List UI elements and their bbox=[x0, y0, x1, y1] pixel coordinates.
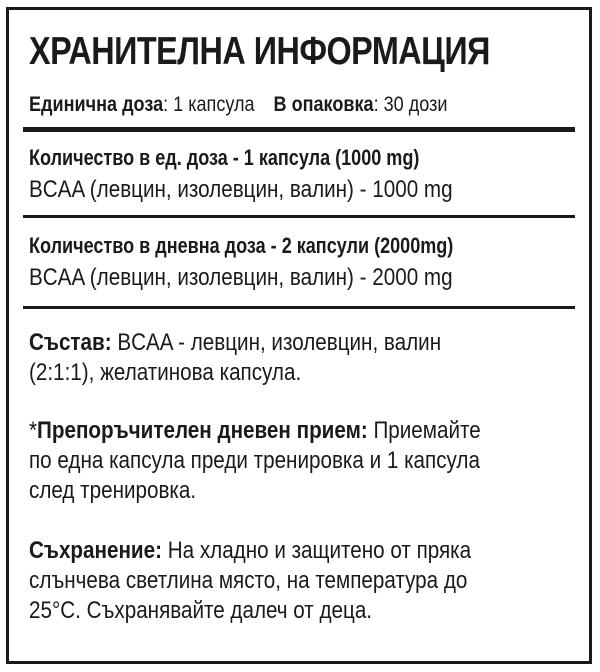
storage-text: На хладно и защитено от пряка bbox=[161, 537, 472, 564]
composition-label: Състав: bbox=[29, 329, 112, 356]
divider-thick bbox=[23, 127, 575, 132]
recommended-intake-paragraph bbox=[29, 416, 481, 506]
recommended-text: Приемайте bbox=[367, 417, 481, 444]
daily-dose-heading: Количество в дневна доза - 2 капсули (2000mg) bbox=[29, 233, 454, 258]
daily-dose-line: BCAA (левцин, изолевцин, валин) - 2000 mg bbox=[29, 264, 453, 291]
single-dose-heading: Количество в ед. доза - 1 капсула (1000 mg) bbox=[29, 145, 420, 170]
composition-paragraph bbox=[29, 328, 441, 388]
composition-text: (2:1:1), желатинова капсула. bbox=[29, 359, 302, 386]
storage-label: Съхранение: bbox=[29, 537, 162, 564]
nutrition-label bbox=[6, 7, 592, 664]
divider bbox=[23, 306, 575, 309]
unit-dose-value: : 1 капсула bbox=[163, 93, 255, 116]
unit-dose-label: Единична доза bbox=[29, 93, 164, 116]
composition-text: BCAA - левцин, изолевцин, валин bbox=[111, 329, 442, 356]
storage-text: слънчева светлина място, на температура до bbox=[29, 567, 468, 594]
divider bbox=[23, 215, 575, 218]
storage-paragraph bbox=[29, 536, 471, 626]
label-title: ХРАНИТЕЛНА ИНФОРМАЦИЯ bbox=[29, 30, 490, 73]
single-dose-line: BCAA (левцин, изолевцин, валин) - 1000 mg bbox=[29, 176, 453, 203]
recommended-text: по една капсула преди тренировка и 1 капсула bbox=[29, 447, 480, 474]
recommended-label: Препоръчителен дневен прием: bbox=[37, 417, 368, 444]
package-value: : 30 дози bbox=[373, 93, 448, 116]
asterisk: * bbox=[29, 417, 38, 444]
recommended-text: след тренировка. bbox=[29, 477, 197, 504]
package-label: В опаковка bbox=[273, 93, 374, 116]
serving-info bbox=[29, 92, 447, 117]
storage-text: 25°C. Съхранявайте далеч от деца. bbox=[29, 597, 373, 624]
